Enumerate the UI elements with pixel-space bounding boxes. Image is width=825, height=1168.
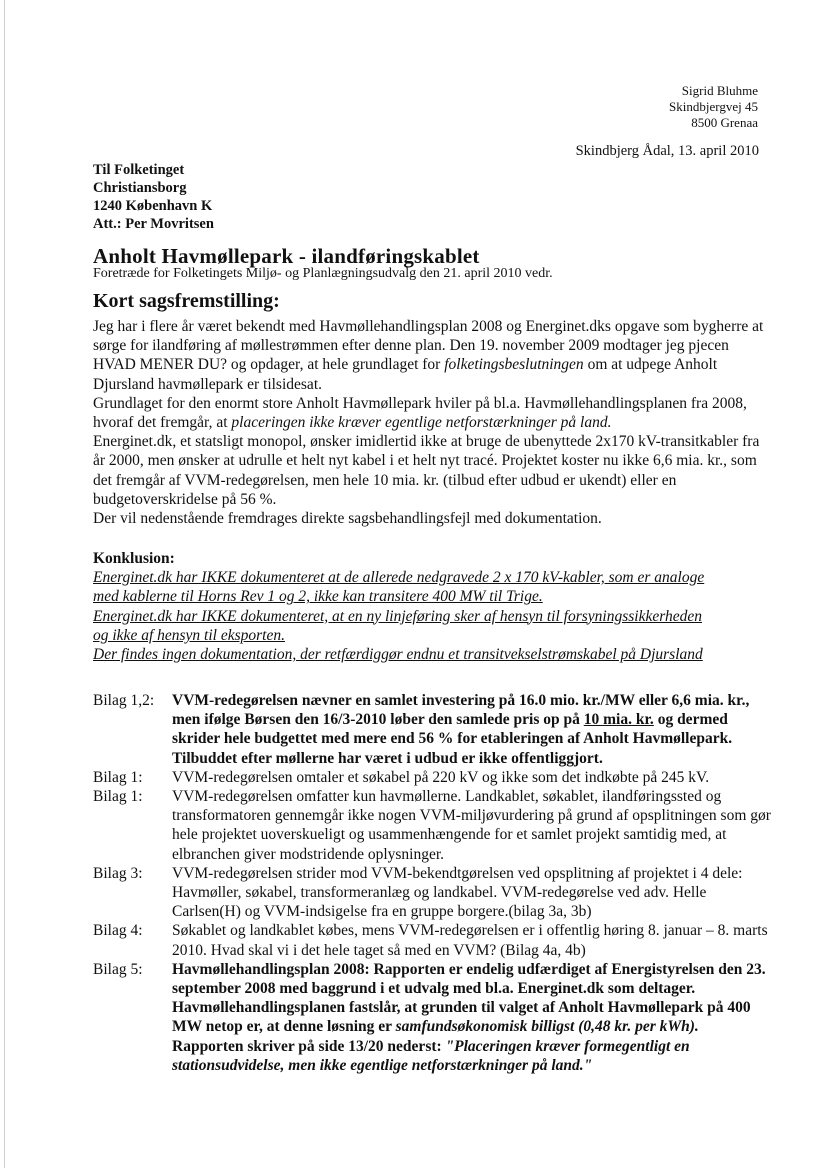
appendix-label: Bilag 3:	[93, 864, 143, 882]
appendix-text	[172, 691, 773, 768]
sender-name: Sigrid Bluhme	[681, 83, 758, 98]
conclusion-heading: Konklusion:	[93, 550, 175, 567]
conclusion-line: med kablerne til Horns Rev 1 og 2, ikke kan transitere 400 MW til Trige.	[93, 588, 543, 606]
recipient-address	[93, 161, 214, 233]
conclusion-line: Energinet.dk har IKKE dokumenteret, at en ny linjeføring sker af hensyn til forsyningssikkerheden	[93, 607, 702, 625]
appendix-item	[93, 768, 773, 787]
page-edge-line	[4, 0, 5, 1168]
appendix-label: Bilag 4:	[93, 922, 143, 940]
text-run: Havmøllehandlingsplan 2008: Rapporten er endelig udfærdiget af Energistyrelsen den 23. september 2008 med baggrund i et udvalg med bl.a. Energinet.dk som deltager. Havmøllehandlingsplanen fastslår, at grunden til valget af Anholt Havmøllepark på 400 MW netop er, at denne løsning er	[172, 960, 766, 1036]
appendix-text: VVM-redegørelsen omfatter kun havmøllerne. Landkablet, søkablet, ilandføringssted og transformatoren gennemgår ikke nogen VVM-miljøvurdering på grund af opsplitningen som gør hele projektet uoverskueligt og usammenhængende for et samlet projekt samtidig med, at elbranchen giver modstridende oplysninger.	[172, 788, 771, 863]
summary-body	[93, 317, 773, 528]
appendix-item	[93, 691, 773, 768]
text-run: om at udpege Anholt Djursland havmøllepark er tilsidesat.	[93, 356, 718, 393]
italic-text-run: "Placeringen kræver formegentligt en stationsudvidelse, men ikke egentlige netforstærkninger på land."	[172, 1037, 690, 1074]
appendix-text: VVM-redegørelsen omtaler et søkabel på 220 kV og ikke som det indkøbte på 245 kV.	[172, 768, 710, 786]
section-heading: Kort sagsfremstilling:	[93, 290, 280, 312]
appendix-item	[93, 787, 773, 864]
italic-text-run: folketingsbeslutningen	[444, 356, 584, 374]
paragraph	[93, 317, 773, 394]
appendix-label: Bilag 5:	[93, 960, 143, 978]
paragraph	[93, 394, 773, 432]
appendix-label: Bilag 1:	[93, 768, 143, 786]
appendix-item	[93, 960, 773, 1075]
text-run: Jeg har i flere år været bekendt med Havmøllehandlingsplan 2008 og Energinet.dks opgave som bygherre at sørge for ilandføring af møllestrømmen efter denne plan. Den 19. november 2009 modtager jeg pjecen HVAD MENER DU? og opdager, at hele grundlaget for	[93, 318, 764, 374]
text-run: Rapporten skriver på side 13/20 nederst:	[172, 1037, 446, 1055]
appendix-item	[93, 921, 773, 959]
appendix-label: Bilag 1:	[93, 788, 143, 806]
appendix-text: Søkablet og landkablet købes, mens VVM-redegørelsen er i offentlig høring 8. januar – 8. marts 2010. Hvad skal vi i det hele taget så med en VVM? (Bilag 4a, 4b)	[172, 922, 768, 959]
appendix-text	[172, 960, 773, 1075]
underlined-text-run: 10 mia. kr.	[583, 711, 654, 729]
document-title: Anholt Havmøllepark - ilandføringskablet	[93, 244, 480, 268]
appendix-label: Bilag 1,2:	[93, 692, 155, 709]
sender-city: 8500 Grenaa	[691, 115, 758, 130]
sender-address	[669, 83, 758, 131]
document-subtitle: Foretræde for Folketingets Miljø- og Planlægningsudvalg den 21. april 2010 vedr.	[93, 266, 553, 281]
dateline: Skindbjerg Ådal, 13. april 2010	[575, 143, 759, 159]
italic-text-run: samfundsøkonomisk billigst (0,48 kr. per kWh).	[395, 1018, 699, 1036]
text-run: Grundlaget for den enormt store Anholt Havmøllepark hviler på bl.a. Havmøllehandlingsplanen fra 2008, hvoraf det fremgår, at	[93, 394, 747, 432]
recipient-line: Christiansborg	[93, 180, 187, 196]
recipient-line: 1240 København K	[93, 198, 213, 214]
text-run: og dermed skrider hele budgettet med mere end 56 % for etableringen af Anholt Havmøllepark. Tilbuddet efter møllerne har været i udbud er ikke offentliggjort.	[172, 711, 733, 767]
conclusion-line: Energinet.dk har IKKE dokumenteret at de allerede nedgravede 2 x 170 kV-kabler, som er analoge	[93, 569, 705, 587]
conclusion-line: Der findes ingen dokumentation, der retfærdiggør endnu et transitvekselstrømskabel på Djursland	[93, 646, 703, 664]
sender-street: Skindbjergvej 45	[669, 99, 758, 114]
appendix-text: VVM-redegørelsen strider mod VVM-bekendtgørelsen ved opsplitning af projektet i 4 dele: Havmøller, søkabel, transformeranlæg og landkabel. VVM-redegørelse ved adv. Helle Carlsen(H) og VVM-indsigelse fra en gruppe borgere.(bilag 3a, 3b)	[172, 864, 743, 921]
italic-text-run: placeringen ikke kræver egentlige netforstærkninger på land.	[231, 414, 612, 432]
conclusion-block	[93, 549, 773, 664]
recipient-line: Til Folketinget	[93, 162, 185, 178]
paragraph: Energinet.dk, et statsligt monopol, ønsker imidlertid ikke at bruge de ubenyttede 2x170 kV-transitkabler fra år 2000, men ønsker at udrulle et helt nyt kabel i et helt nyt tracé. Projektet koster nu ikke 6,6 mia. kr., som det fremgår af VVM-redegørelsen, men hele 10 mia. kr. (tilbud efter udbud er ukendt) eller en budgetoverskridelse på 56 %.	[93, 433, 760, 508]
paragraph: Der vil nedenstående fremdrages direkte sagsbehandlingsfejl med dokumentation.	[93, 510, 602, 528]
appendix-item	[93, 864, 773, 922]
conclusion-line: og ikke af hensyn til eksporten.	[93, 626, 285, 644]
text-run: VVM-redegørelsen nævner en samlet investering på 16.0 mio. kr./MW eller 6,6 mia. kr., men ifølge Børsen den 16/3-2010 løber den samlede pris op på	[172, 692, 750, 729]
appendix-list	[93, 691, 773, 1075]
recipient-line: Att.: Per Movritsen	[93, 216, 214, 232]
